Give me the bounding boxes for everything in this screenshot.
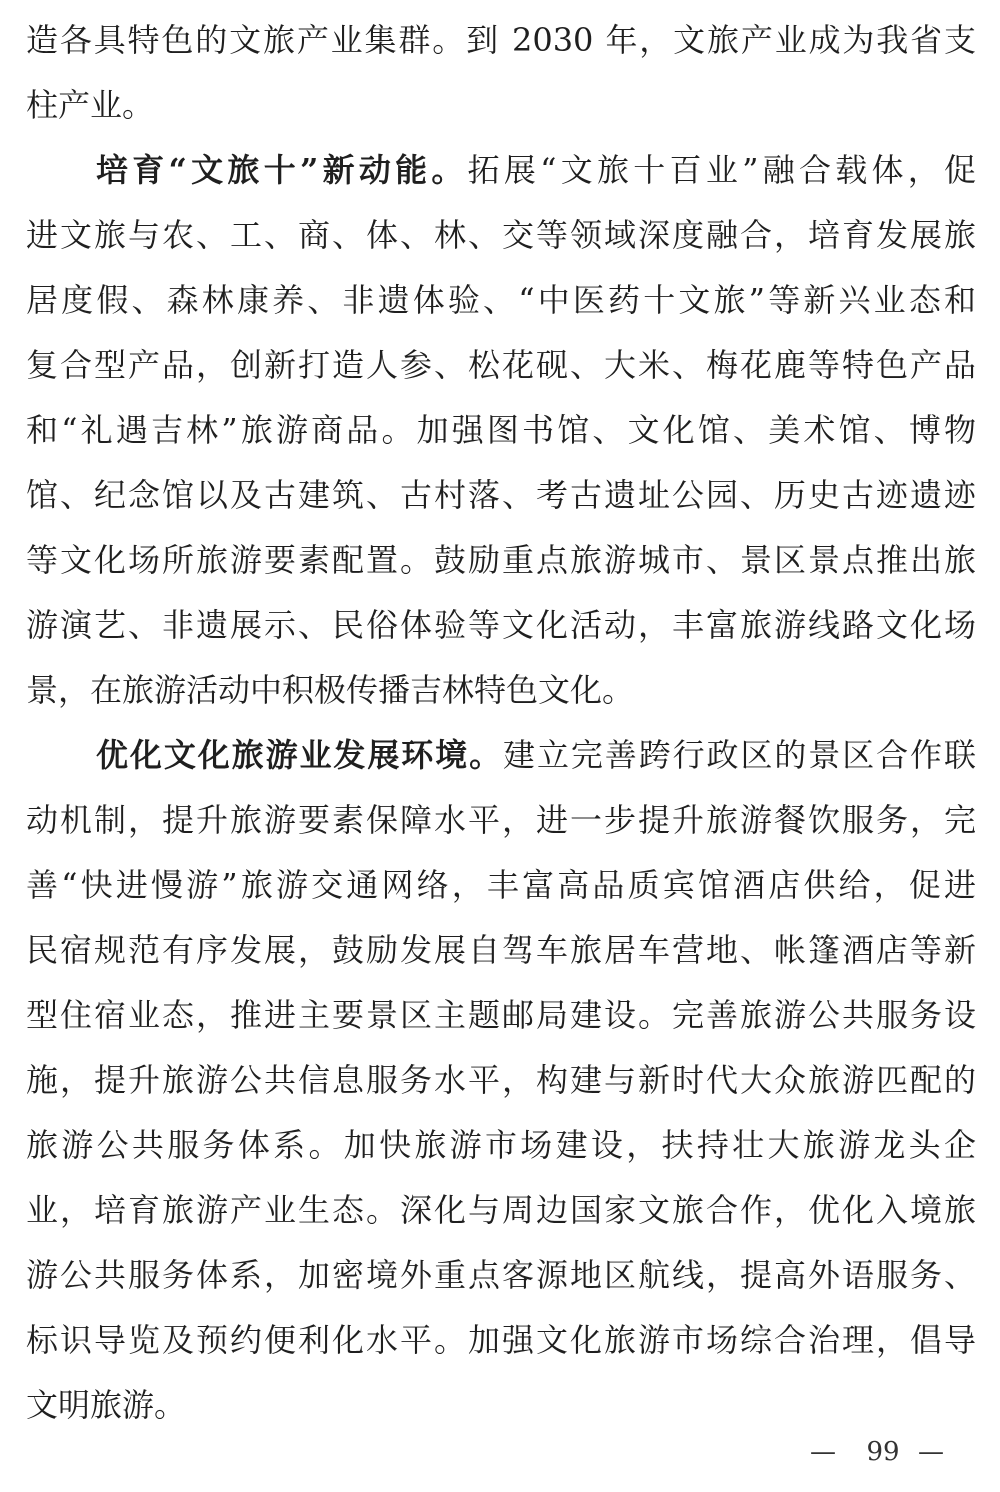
paragraph-text: 拓展“文旅十百业”融合载体，促	[467, 151, 976, 189]
paragraph-first-line	[26, 138, 976, 203]
page-number: 99	[866, 1437, 900, 1467]
text-line: 善“快进慢游”旅游交通网络，丰富高品质宾馆酒店供给，促进	[26, 866, 976, 904]
text-line: 馆、纪念馆以及古建筑、古村落、考古遗址公园、历史古迹遗迹	[26, 476, 976, 514]
text-line: 柱产业。	[26, 86, 155, 124]
text-line: 进文旅与农、工、商、体、林、交等领域深度融合，培育发展旅	[26, 216, 976, 254]
text-line: 施，提升旅游公共信息服务水平，构建与新时代大众旅游匹配的	[26, 1061, 976, 1099]
paragraph-text: 建立完善跨行政区的景区合作联	[503, 736, 976, 774]
page-body	[26, 8, 976, 1438]
text-line: 动机制，提升旅游要素保障水平，进一步提升旅游餐饮服务，完	[26, 801, 976, 839]
paragraph-first-line	[26, 723, 976, 788]
text-line: 游演艺、非遗展示、民俗体验等文化活动，丰富旅游线路文化场	[26, 606, 976, 644]
text-line: 景，在旅游活动中积极传播吉林特色文化。	[26, 671, 635, 709]
text-line: 业，培育旅游产业生态。深化与周边国家文旅合作，优化入境旅	[26, 1191, 976, 1229]
text-line: 旅游公共服务体系。加快旅游市场建设，扶持壮大旅游龙头企	[26, 1126, 976, 1164]
text-line: 标识导览及预约便利化水平。加强文化旅游市场综合治理，倡导	[26, 1321, 976, 1359]
text-line: 文明旅游。	[26, 1386, 187, 1424]
page-footer	[0, 1432, 1000, 1472]
footer-dash-left: —	[810, 1437, 836, 1467]
text-line: 居度假、森林康养、非遗体验、“中医药十文旅”等新兴业态和	[26, 281, 976, 319]
text-line: 型住宿业态，推进主要景区主题邮局建设。完善旅游公共服务设	[26, 996, 976, 1034]
paragraph-heading: 培育“文旅十”新动能。	[96, 151, 468, 189]
text-line: 等文化场所旅游要素配置。鼓励重点旅游城市、景区景点推出旅	[26, 541, 976, 579]
text-line: 民宿规范有序发展，鼓励发展自驾车旅居车营地、帐篷酒店等新	[26, 931, 976, 969]
text-line: 和“礼遇吉林”旅游商品。加强图书馆、文化馆、美术馆、博物	[26, 411, 976, 449]
text-line: 复合型产品，创新打造人参、松花砚、大米、梅花鹿等特色产品	[26, 346, 976, 384]
text-line: 游公共服务体系，加密境外重点客源地区航线，提高外语服务、	[26, 1256, 976, 1294]
paragraph-heading: 优化文化旅游业发展环境。	[96, 736, 504, 774]
footer-dash-right: —	[918, 1437, 944, 1467]
text-line: 造各具特色的文旅产业集群。到 2030 年，文旅产业成为我省支	[26, 21, 976, 59]
